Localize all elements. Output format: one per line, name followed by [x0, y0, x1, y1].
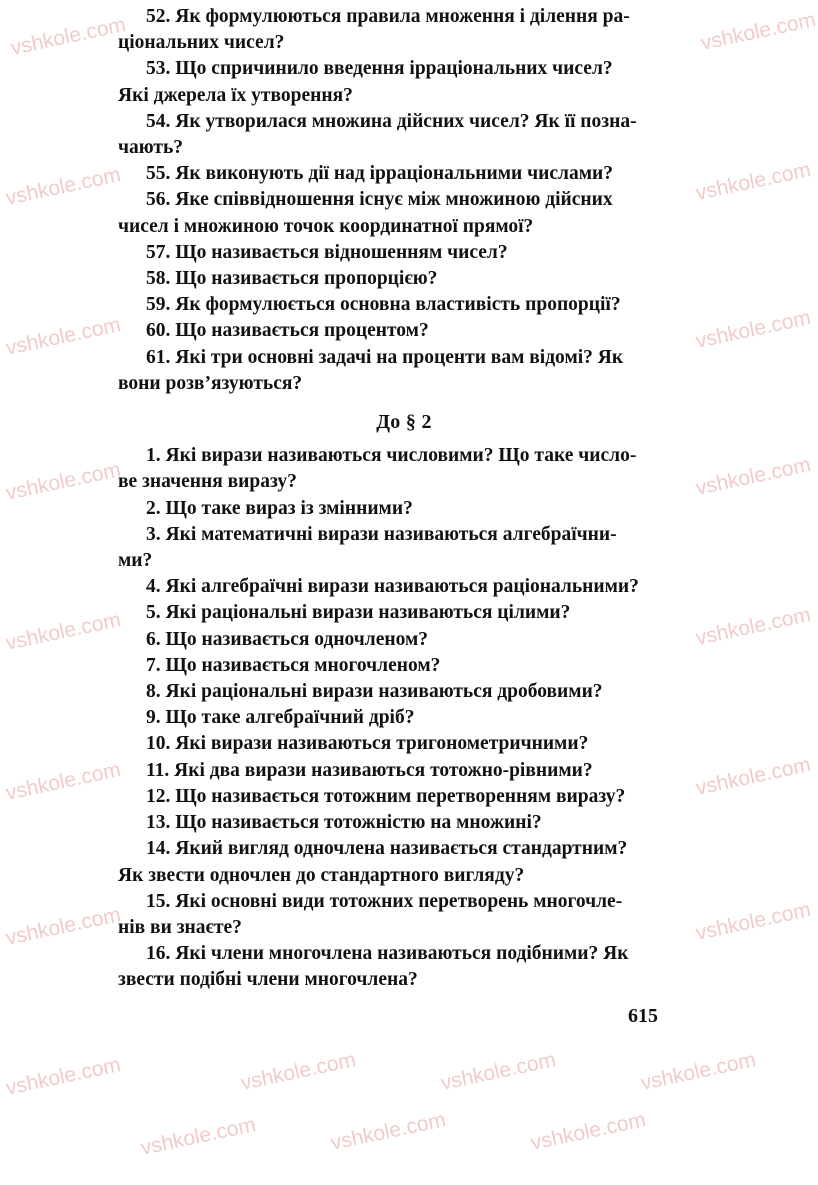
- watermark: vshkole.com: [328, 1108, 448, 1155]
- question-line: 61. Які три основні задачі на проценти вам відомі? Як: [146, 346, 624, 368]
- question-item: [118, 679, 690, 705]
- question-item: [118, 600, 690, 626]
- question-item: [118, 941, 690, 993]
- question-item: [118, 4, 690, 56]
- watermark: vshkole.com: [638, 1048, 758, 1095]
- question-item: [118, 318, 690, 344]
- question-line: 5. Які раціональні вирази називаються цілими?: [146, 602, 571, 624]
- question-item: [118, 653, 690, 679]
- watermark: vshkole.com: [3, 903, 123, 950]
- watermark: vshkole.com: [693, 158, 813, 205]
- question-line: 58. Що називається пропорцією?: [146, 268, 438, 290]
- question-line: 13. Що називається тотожністю на множині?: [146, 812, 542, 834]
- question-item: [118, 496, 690, 522]
- question-line: 4. Які алгебраїчні вирази називаються раціональними?: [146, 576, 639, 598]
- question-line: 54. Як утворилася множина дійсних чисел? Як її позна-: [146, 110, 637, 132]
- question-line: 9. Що таке алгебраїчний дріб?: [146, 707, 415, 729]
- question-line: 56. Яке співвідношення існує між множиною дійсних: [146, 189, 613, 211]
- question-line-continuation: ми?: [118, 550, 153, 572]
- question-item: [118, 836, 690, 888]
- question-line-continuation: звести подібні члени многочлена?: [118, 969, 418, 991]
- question-line: 10. Які вирази називаються тригонометричними?: [146, 733, 589, 755]
- question-line: 55. Як виконують дії над ірраціональними числами?: [146, 163, 614, 185]
- question-line: 60. Що називається процентом?: [146, 320, 429, 342]
- question-line-continuation: чисел і множиною точок координатної прямої?: [118, 215, 534, 237]
- question-line: 2. Що таке вираз із змінними?: [146, 497, 413, 519]
- question-item: [118, 292, 690, 318]
- watermark: vshkole.com: [693, 603, 813, 650]
- question-item: [118, 784, 690, 810]
- question-line: 16. Які члени многочлена називаються подібними? Як: [146, 943, 629, 965]
- question-line-continuation: Які джерела їх утворення?: [118, 84, 353, 106]
- question-list-paragraph-2: [118, 443, 690, 993]
- watermark: vshkole.com: [3, 163, 123, 210]
- page-body: [118, 0, 690, 994]
- question-line: 57. Що називається відношенням чисел?: [146, 241, 508, 263]
- question-item: [118, 810, 690, 836]
- watermark: vshkole.com: [8, 13, 128, 60]
- question-line: 3. Які математичні вирази називаються алгебраїчни-: [146, 523, 617, 545]
- question-line: 6. Що називається одночленом?: [146, 628, 429, 650]
- watermark: vshkole.com: [138, 1113, 258, 1160]
- watermark: vshkole.com: [693, 306, 813, 353]
- question-item: [118, 345, 690, 397]
- question-line: 11. Які два вирази називаються тотожно-рівними?: [146, 759, 593, 781]
- question-line: 52. Як формулюються правила множення і ділення ра-: [146, 6, 630, 27]
- question-line-continuation: ціональних чисел?: [118, 32, 285, 54]
- question-item: [118, 266, 690, 292]
- question-item: [118, 627, 690, 653]
- watermark: vshkole.com: [693, 453, 813, 500]
- question-item: [118, 161, 690, 187]
- watermark: vshkole.com: [3, 1053, 123, 1100]
- question-line-continuation: вони розв’язуються?: [118, 372, 303, 394]
- watermark: vshkole.com: [3, 458, 123, 505]
- page-number: 615: [628, 1005, 658, 1027]
- question-line-continuation: нів ви знаєте?: [118, 916, 242, 938]
- question-item: [118, 574, 690, 600]
- watermark: vshkole.com: [693, 898, 813, 945]
- question-item: [118, 443, 690, 495]
- watermark: vshkole.com: [698, 8, 818, 55]
- question-line: 14. Який вигляд одночлена називається стандартним?: [146, 838, 628, 860]
- question-list-paragraph-1: [118, 4, 690, 397]
- question-line: 15. Які основні види тотожних перетворень многочле-: [146, 890, 623, 912]
- question-line: 1. Які вирази називаються числовими? Що таке число-: [146, 445, 637, 467]
- watermark: vshkole.com: [438, 1048, 558, 1095]
- question-item: [118, 187, 690, 239]
- question-line: 59. Як формулюється основна властивість пропорції?: [146, 294, 621, 316]
- watermark: vshkole.com: [3, 313, 123, 360]
- question-item: [118, 240, 690, 266]
- question-item: [118, 109, 690, 161]
- question-item: [118, 758, 690, 784]
- question-line-continuation: чають?: [118, 137, 184, 159]
- question-item: [118, 731, 690, 757]
- watermark: vshkole.com: [3, 758, 123, 805]
- question-item: [118, 522, 690, 574]
- question-line: 53. Що спричинило введення ірраціональних чисел?: [146, 58, 613, 80]
- watermark: vshkole.com: [3, 608, 123, 655]
- question-item: [118, 889, 690, 941]
- section-title: До § 2: [376, 411, 432, 434]
- question-line: 12. Що називається тотожним перетворенням виразу?: [146, 785, 626, 807]
- watermark: vshkole.com: [238, 1048, 358, 1095]
- watermark: vshkole.com: [693, 753, 813, 800]
- question-item: [118, 705, 690, 731]
- question-line-continuation: ве значення виразу?: [118, 471, 297, 493]
- question-line-continuation: Як звести одночлен до стандартного вигляду?: [118, 864, 525, 886]
- watermark: vshkole.com: [528, 1108, 648, 1155]
- question-line: 8. Які раціональні вирази називаються дробовими?: [146, 681, 603, 703]
- question-line: 7. Що називається многочленом?: [146, 654, 441, 676]
- question-item: [118, 56, 690, 108]
